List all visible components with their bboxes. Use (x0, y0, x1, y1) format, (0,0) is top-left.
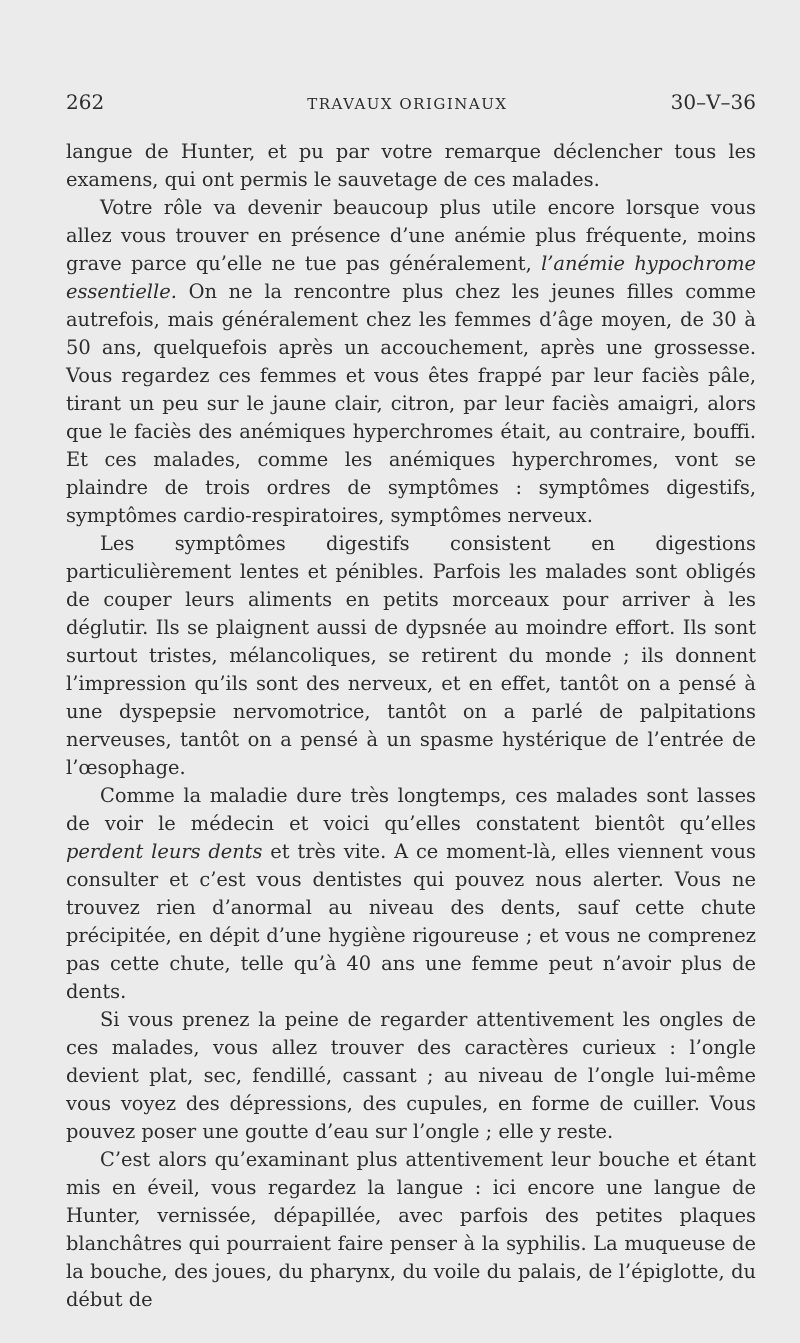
article-body (66, 138, 756, 1314)
paragraph: Comme la maladie dure très longtemps, ces malades sont lasses de voir le médecin et voici qu’elles constatent bientôt qu’elles perdent leurs dents et très vite. A ce moment-là, elles viennent vous consulter et c’est vous dentistes qui pouvez nous alerter. Vous ne trouvez rien d’anormal au niveau des dents, sauf cette chute précipitée, en dépit d’une hygiène rigoureuse ; et vous ne comprenez pas cette chute, telle qu’à 40 ans une femme peut n’avoir plus de dents. (66, 784, 756, 1003)
running-header (66, 90, 756, 114)
emphasis: perdent leurs dents (66, 840, 263, 863)
emphasis: l’anémie hypochrome essentielle. (66, 252, 756, 303)
paragraph: Les symptômes digestifs consistent en digestions particulièrement lentes et pénibles. Parfois les malades sont obligés de couper leurs aliments en petits morceaux pour arriver à les déglutir. Ils se plaignent aussi de dypsnée au moindre effort. Ils sont surtout tristes, mélancoliques, se retirent du monde ; ils donnent l’impression qu’ils sont des nerveux, et en effet, tantôt on a pensé à une dyspepsie nervomotrice, tantôt on a parlé de palpitations nerveuses, tantôt on a pensé à un spasme hystérique de l’entrée de l’œsophage. (66, 532, 756, 779)
paragraph: langue de Hunter, et pu par votre remarque déclencher tous les examens, qui ont permis le sauvetage de ces malades. (66, 140, 756, 191)
paragraph: Si vous prenez la peine de regarder attentivement les ongles de ces malades, vous allez trouver des caractères curieux : l’ongle devient plat, sec, fendillé, cassant ; au niveau de l’ongle lui-même vous voyez des dépressions, des cupules, en forme de cuiller. Vous pouvez poser une goutte d’eau sur l’ongle ; elle y reste. (66, 1008, 756, 1143)
paragraph: Votre rôle va devenir beaucoup plus utile encore lorsque vous allez vous trouver en présence d’une anémie plus fréquente, moins grave parce qu’elle ne tue pas généralement, l’anémie hypochrome essentielle. On ne la rencontre plus chez les jeunes filles comme autrefois, mais généralement chez les femmes d’âge moyen, de 30 à 50 ans, quelquefois après un accouchement, après une grossesse. Vous regardez ces femmes et vous êtes frappé par leur faciès pâle, tirant un peu sur le jaune clair, citron, par leur faciès amaigri, alors que le faciès des anémiques hyperchromes était, au contraire, bouffi. Et ces malades, comme les anémiques hyperchromes, vont se plaindre de trois ordres de symptômes : symptômes digestifs, symptômes cardio-respiratoires, symptômes nerveux. (66, 196, 756, 527)
paragraph: C’est alors qu’examinant plus attentivement leur bouche et étant mis en éveil, vous regardez la langue : ici encore une langue de Hunter, vernissée, dépapillée, avec parfois des petites plaques blanchâtres qui pourraient faire penser à la syphilis. La muqueuse de la bouche, des joues, du pharynx, du voile du palais, de l’épiglotte, du début de (66, 1148, 756, 1311)
issue-date: 30–V–36 (670, 90, 756, 114)
page-number: 262 (66, 90, 105, 114)
running-title: TRAVAUX ORIGINAUX (307, 95, 508, 113)
